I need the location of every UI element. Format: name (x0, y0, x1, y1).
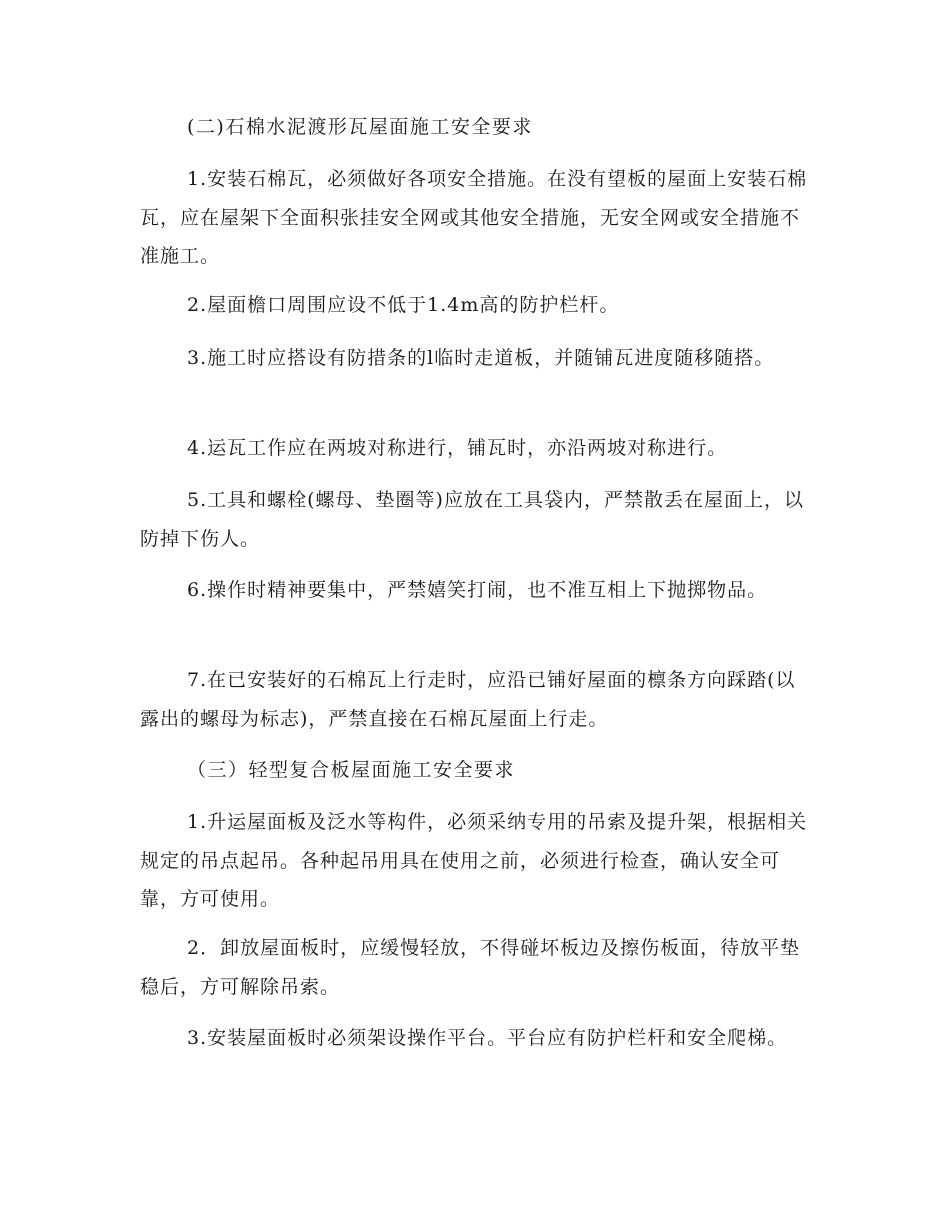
paragraph-2-2: 2.屋面檐口周围应设不低于1.4m高的防护栏杆。 (187, 294, 620, 316)
paragraph-2-6: 6.操作时精神要集中，严禁嬉笑打闹，也不准互相上下抛掷物品。 (187, 579, 768, 601)
section-heading-3: （三）轻型复合板屋面施工安全要求 (187, 759, 516, 781)
paragraph-2-7: 7.在已安装好的石棉瓦上行走时，应沿已铺好屋面的檩条方向踩踏(以露出的螺母为标志)，严禁直接在石棉瓦屋面上行走。 (140, 669, 796, 730)
paragraph-2-4: 4.运瓦工作应在两坡对称进行，铺瓦时，亦沿两坡对称进行。 (187, 437, 728, 459)
paragraph-2-5: 5.工具和螺栓(螺母、垫圈等)应放在工具袋内，严禁散丢在屋面上，以防掉下伤人。 (140, 489, 804, 550)
paragraph-3-2: 2．卸放屋面板时，应缓慢轻放，不得碰坏板边及擦伤板面，待放平垫稳后，方可解除吊索。 (140, 937, 801, 998)
paragraph-3-1: 1.升运屋面板及泛水等构件，必须采纳专用的吊索及提升架，根据相关规定的吊点起吊。各种起吊用具在使用之前，必须进行检查，确认安全可靠，方可使用。 (140, 811, 808, 910)
paragraph-3-3: 3.安装屋面板时必须架设操作平台。平台应有防护栏杆和安全爬梯。 (187, 1027, 788, 1049)
section-heading-2: (二)石棉水泥渡形瓦屋面施工安全要求 (187, 116, 533, 138)
paragraph-2-1: 1.安装石棉瓦，必须做好各项安全措施。在没有望板的屋面上安装石棉瓦，应在屋架下全面积张挂安全网或其他安全措施，无安全网或安全措施不准施工。 (140, 168, 808, 267)
paragraph-2-3: 3.施工时应搭设有防措条的l临时走道板，并随铺瓦进度随移随搭。 (187, 347, 775, 369)
